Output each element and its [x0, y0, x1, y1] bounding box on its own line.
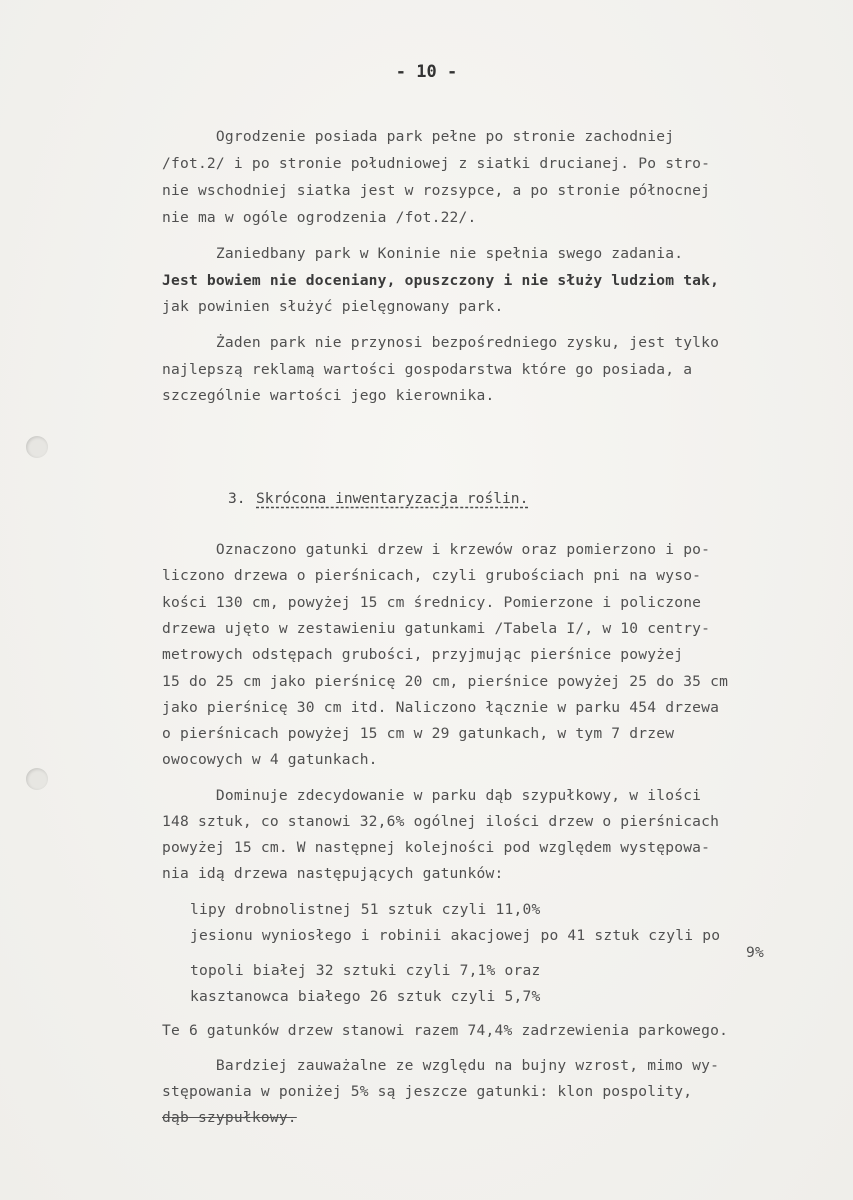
paragraph-dominance-line: Dominuje zdecydowanie w parku dąb szypułkowy, w ilości	[162, 787, 702, 804]
punch-hole	[26, 436, 48, 458]
species-list-item: jesionu wyniosłego i robinii akacjowej po 41 sztuk czyli po	[190, 927, 721, 944]
paragraph-dominance-line: powyżej 15 cm. W następnej kolejności pod względem występowa-	[162, 839, 711, 856]
paragraph-dominance-line: 148 sztuk, co stanowi 32,6% ogólnej ilości drzew o pierśnicach	[162, 813, 720, 830]
paragraph-neglect-line: jak powinien służyć pielęgnowany park.	[162, 298, 504, 315]
paragraph-profit-line: Żaden park nie przynosi bezpośredniego zysku, jest tylko	[162, 334, 720, 351]
species-list-item: kasztanowca białego 26 sztuk czyli 5,7%	[190, 988, 541, 1005]
paragraph-inventory-line: kości 130 cm, powyżej 15 cm średnicy. Pomierzone i policzone	[162, 594, 702, 611]
paragraph-notable-line: stępowania w poniżej 5% są jeszcze gatunki: klon pospolity,	[162, 1083, 693, 1100]
paragraph-inventory-line: Oznaczono gatunki drzew i krzewów oraz pomierzono i po-	[162, 541, 711, 558]
paragraph-inventory-line: jako pierśnicę 30 cm itd. Naliczono łącznie w parku 454 drzewa	[162, 699, 720, 716]
paragraph-dominance-line: nia idą drzewa następujących gatunków:	[162, 865, 504, 882]
paragraph-inventory-line: 15 do 25 cm jako pierśnicę 20 cm, pierśnice powyżej 25 do 35 cm	[162, 673, 729, 690]
section-title: Skrócona inwentaryzacja roślin.	[256, 490, 529, 507]
species-list-note: 9%	[746, 944, 764, 961]
punch-hole	[26, 768, 48, 790]
species-list-item: topoli białej 32 sztuki czyli 7,1% oraz	[190, 962, 541, 979]
paragraph-fence-line: /fot.2/ i po stronie południowej z siatki drucianej. Po stro-	[162, 155, 711, 172]
section-number: 3.	[228, 490, 246, 507]
species-list-item: lipy drobnolistnej 51 sztuk czyli 11,0%	[190, 901, 541, 918]
page-number: - 10 -	[395, 62, 458, 82]
paragraph-inventory-line: metrowych odstępach grubości, przyjmując pierśnice powyżej	[162, 646, 684, 663]
paragraph-profit-line: szczególnie wartości jego kierownika.	[162, 387, 495, 404]
paragraph-fence-line: nie ma w ogóle ogrodzenia /fot.22/.	[162, 209, 477, 226]
paragraph-inventory-line: drzewa ujęto w zestawieniu gatunkami /Tabela I/, w 10 centry-	[162, 620, 711, 637]
paragraph-fence-line: nie wschodniej siatka jest w rozsypce, a po stronie północnej	[162, 182, 711, 199]
overstruck-text: dąb szypułkowy.	[162, 1109, 297, 1126]
paragraph-notable-line: Bardziej zauważalne ze względu na bujny wzrost, mimo wy-	[162, 1057, 720, 1074]
paragraph-inventory-line: owocowych w 4 gatunkach.	[162, 751, 378, 768]
paragraph-inventory-line: o pierśnicach powyżej 15 cm w 29 gatunkach, w tym 7 drzew	[162, 725, 675, 742]
paragraph-neglect-line: Zaniedbany park w Koninie nie spełnia swego zadania.	[162, 245, 684, 262]
paragraph-neglect-line: Jest bowiem nie doceniany, opuszczony i nie służy ludziom tak,	[162, 272, 720, 289]
paragraph-inventory-line: liczono drzewa o pierśnicach, czyli grubościach pni na wyso-	[162, 567, 702, 584]
summary-line: Te 6 gatunków drzew stanowi razem 74,4% zadrzewienia parkowego.	[162, 1022, 729, 1039]
paragraph-profit-line: najlepszą reklamą wartości gospodarstwa które go posiada, a	[162, 361, 693, 378]
paragraph-fence-line: Ogrodzenie posiada park pełne po stronie zachodniej	[162, 128, 675, 145]
